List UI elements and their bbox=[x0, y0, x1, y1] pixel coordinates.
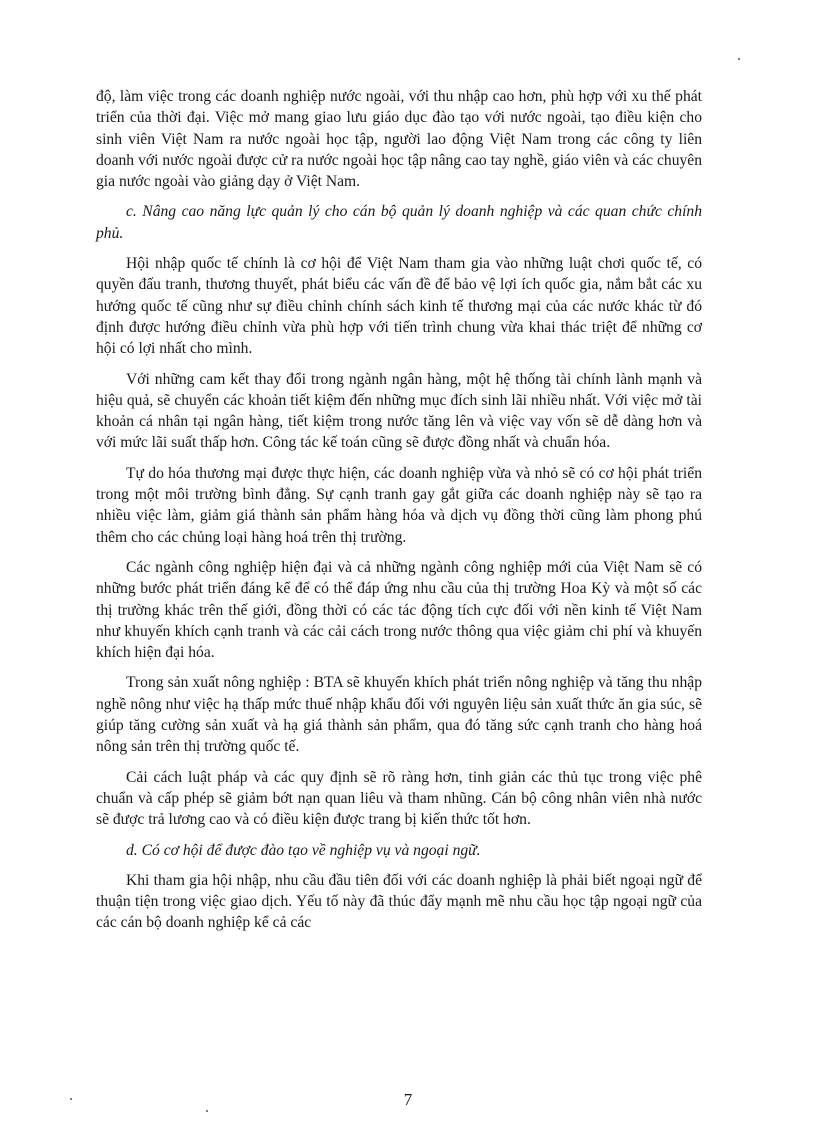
paragraph: Tự do hóa thương mại được thực hiện, các doanh nghiệp vừa và nhỏ sẽ có cơ hội phát triển trong một môi trường bình đẳng. Sự cạnh tranh gay gắt giữa các doanh nghiệp này sẽ tạo ra nhiều việc làm, giảm giá thành sản phẩm hàng hóa và dịch vụ đồng thời cũng làm phong phú thêm cho các chủng loại hàng hoá trên thị trường. bbox=[96, 464, 702, 546]
body-text bbox=[96, 86, 702, 943]
paragraph: Trong sản xuất nông nghiệp : BTA sẽ khuyến khích phát triển nông nghiệp và tăng thu nhập nghề nông như việc hạ thấp mức thuế nhập khẩu đối với nguyên liệu sản xuất thức ăn gia súc, sẽ giúp tăng cường sản xuất và hạ giá thành sản phẩm, qua đó tăng sức cạnh tranh cho hàng hoá nông sản trên thị trường quốc tế. bbox=[96, 674, 702, 756]
scan-speck bbox=[70, 1098, 72, 1100]
scan-speck bbox=[738, 58, 740, 60]
page-number: 7 bbox=[403, 1090, 413, 1109]
paragraph: Khi tham gia hội nhập, nhu cầu đầu tiên đối với các doanh nghiệp là phải biết ngoại ngữ để thuận tiện trong việc giao dịch. Yếu tố này đã thúc đẩy mạnh mẽ nhu cầu học tập ngoại ngữ của các cán bộ doanh nghiệp kể cả các bbox=[96, 871, 702, 932]
section-heading-c: c. Nâng cao năng lực quản lý cho cán bộ quản lý doanh nghiệp và các quan chức chính phủ. bbox=[96, 203, 702, 242]
scan-speck bbox=[206, 1110, 208, 1112]
section-heading-d: d. Có cơ hội để được đào tạo về nghiệp vụ và ngoại ngữ. bbox=[126, 841, 481, 859]
paragraph: Cải cách luật pháp và các quy định sẽ rõ ràng hơn, tinh giản các thủ tục trong việc phê chuẩn và cấp phép sẽ giảm bớt nạn quan liêu và tham nhũng. Cán bộ công nhân viên nhà nước sẽ được trả lương cao và có điều kiện được trang bị kiến thức tốt hơn. bbox=[96, 768, 702, 829]
paragraph: Với những cam kết thay đổi trong ngành ngân hàng, một hệ thống tài chính lành mạnh và hiệu quả, sẽ chuyển các khoản tiết kiệm đến những mục đích sinh lãi nhiều nhất. Với việc mở tài khoản cá nhân tại ngân hàng, tiết kiệm trong nước tăng lên và việc vay vốn sẽ dễ dàng hơn và với mức lãi suất thấp hơn. Công tác kế toán cũng sẽ được đồng nhất và chuẩn hóa. bbox=[96, 370, 702, 452]
paragraph: Các ngành công nghiệp hiện đại và cả những ngành công nghiệp mới của Việt Nam sẽ có những bước phát triển đáng kể để có thể đáp ứng nhu cầu của thị trường Hoa Kỳ và một số các thị trường khác trên thế giới, đồng thời có các tác động tích cực đối với nền kinh tế Việt Nam như khuyến khích cạnh tranh và các cải cách trong nước thông qua việc giảm chi phí và khuyến khích hiện đại hóa. bbox=[96, 558, 702, 662]
paragraph-continuation: độ, làm việc trong các doanh nghiệp nước ngoài, với thu nhập cao hơn, phù hợp với xu thế phát triển của thời đại. Việc mở mang giao lưu giáo dục đào tạo với nước ngoài, tạo điều kiện cho sinh viên Việt Nam ra nước ngoài học tập, người lao động Việt Nam trong các công ty liên doanh với nước ngoài được cử ra nước ngoài học tập nâng cao tay nghề, giáo viên và các chuyên gia nước ngoài vào giảng dạy ở Việt Nam. bbox=[96, 88, 702, 191]
paragraph: Hội nhập quốc tế chính là cơ hội để Việt Nam tham gia vào những luật chơi quốc tế, có quyền đấu tranh, thương thuyết, phát biểu các vấn đề để bảo vệ lợi ích quốc gia, nắm bắt các xu hướng quốc tế cũng như sự điều chỉnh chính sách kinh tế thương mại của các nước khác từ đó định được hướng điều chỉnh vừa phù hợp với tiến trình chung vừa khai thác triệt để những cơ hội có lợi nhất cho mình. bbox=[96, 255, 702, 358]
